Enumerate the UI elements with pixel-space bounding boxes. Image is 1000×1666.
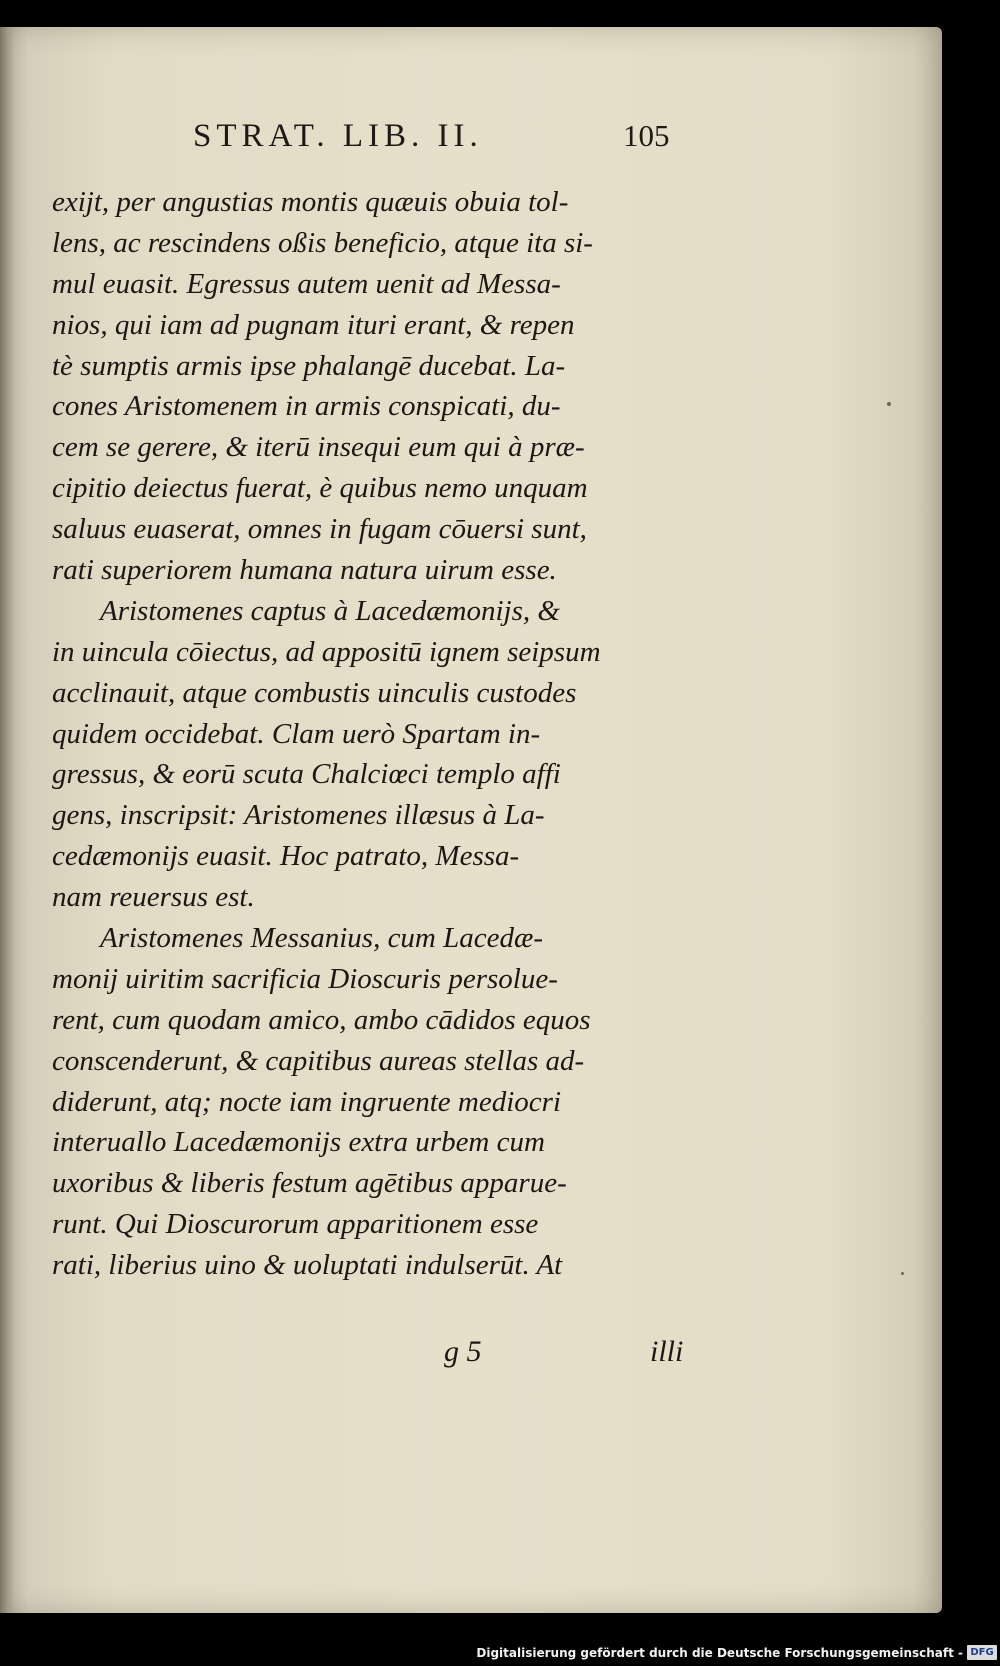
text-line: rati superiorem humana natura uirum esse. bbox=[52, 554, 557, 587]
text-line: Aristomenes Messanius, cum Lacedæ- bbox=[100, 922, 544, 955]
text-line: interuallo Lacedæmonijs extra urbem cum bbox=[52, 1126, 545, 1159]
running-head bbox=[0, 118, 942, 162]
text-line: acclinauit, atque combustis uinculis custodes bbox=[52, 676, 577, 709]
running-head-title: STRAT. LIB. II. bbox=[193, 118, 483, 154]
signature-mark: g 5 bbox=[444, 1335, 482, 1368]
text-line: cones Aristomenem in armis conspicati, du- bbox=[52, 390, 561, 423]
paper-speck bbox=[901, 1272, 904, 1275]
catchword: illi bbox=[650, 1335, 684, 1368]
text-line: quidem occidebat. Clam uerò Spartam in- bbox=[52, 717, 541, 750]
text-line: gens, inscripsit: Aristomenes illæsus à La- bbox=[52, 799, 545, 832]
text-line: tè sumptis armis ipse phalangē ducebat. La- bbox=[52, 349, 566, 382]
text-line: Aristomenes captus à Lacedæmonijs, & bbox=[100, 594, 560, 627]
text-line: cem se gerere, & iterū insequi eum qui à præ- bbox=[52, 431, 585, 464]
page-footer-marks bbox=[52, 1335, 684, 1379]
text-line: cedæmonijs euasit. Hoc patrato, Messa- bbox=[52, 840, 520, 873]
text-line: uxoribus & liberis festum agētibus apparue- bbox=[52, 1167, 567, 1200]
text-line: runt. Qui Dioscurorum apparitionem esse bbox=[52, 1208, 539, 1241]
paper-speck bbox=[887, 402, 891, 406]
text-line: cipitio deiectus fuerat, è quibus nemo unquam bbox=[52, 472, 588, 505]
text-line: rati, liberius uino & uoluptati indulserūt. At bbox=[52, 1249, 563, 1282]
page-number: 105 bbox=[623, 118, 670, 153]
text-line: monij uiritim sacrificia Dioscuris persolue- bbox=[52, 962, 558, 995]
body-text bbox=[52, 182, 672, 1286]
text-line: gressus, & eorū scuta Chalciœci templo affi bbox=[52, 758, 561, 791]
text-line: in uincula cōiectus, ad appositū ignem seipsum bbox=[52, 635, 601, 668]
text-line: saluus euaserat, omnes in fugam cōuersi sunt, bbox=[52, 513, 587, 546]
text-line: diderunt, atq; nocte iam ingruente mediocri bbox=[52, 1085, 562, 1118]
text-line: mul euasit. Egressus autem uenit ad Messa- bbox=[52, 267, 561, 300]
text-line: exijt, per angustias montis quæuis obuia tol- bbox=[52, 186, 569, 218]
page-gutter-shadow bbox=[0, 27, 14, 1613]
text-line: nios, qui iam ad pugnam ituri erant, & repen bbox=[52, 308, 575, 341]
funding-credit: Digitalisierung gefördert durch die Deutsche Forschungsgemeinschaft - bbox=[476, 1646, 963, 1660]
text-line: nam reuersus est. bbox=[52, 881, 255, 914]
text-line: rent, cum quodam amico, ambo cādidos equos bbox=[52, 1003, 591, 1036]
digitization-footer bbox=[0, 1642, 1000, 1666]
text-line: lens, ac rescindens oßis beneficio, atque ita si- bbox=[52, 226, 593, 259]
dfg-logo: DFG bbox=[967, 1645, 997, 1660]
book-page bbox=[0, 27, 942, 1613]
text-line: conscenderunt, & capitibus aureas stellas ad- bbox=[52, 1044, 585, 1077]
